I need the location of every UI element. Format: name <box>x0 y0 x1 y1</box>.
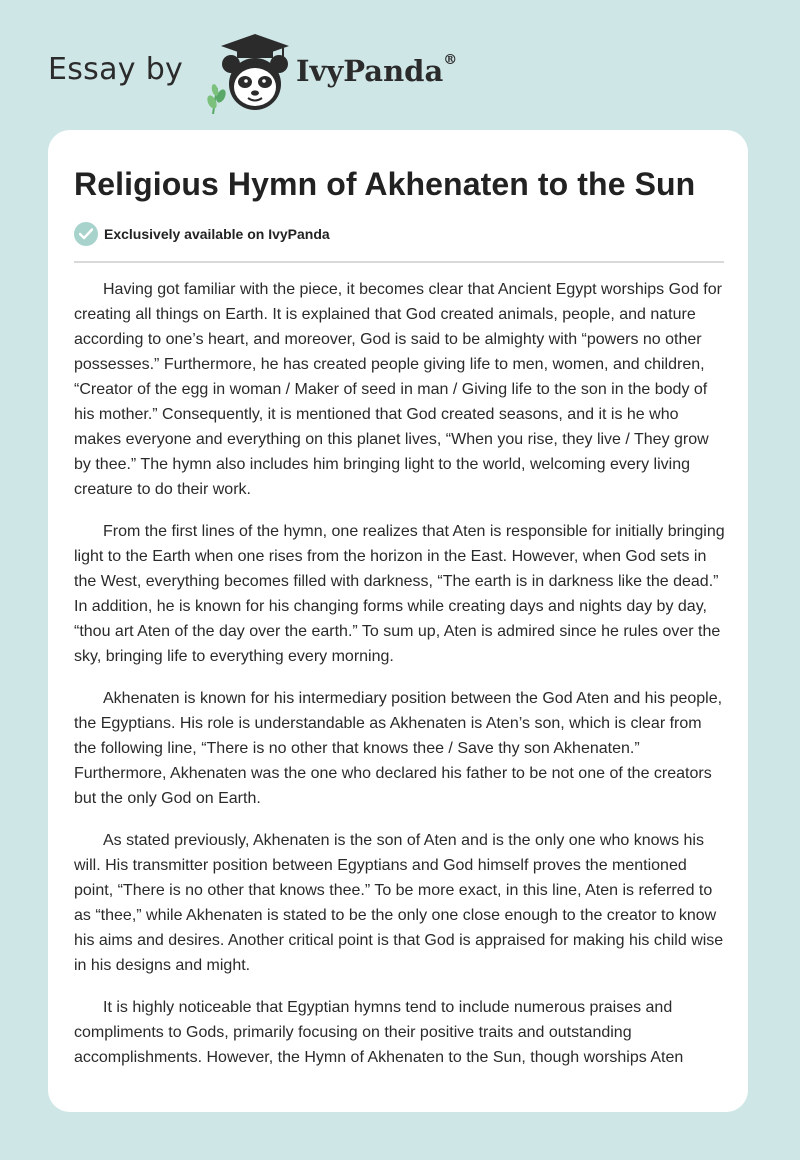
exclusive-label: Exclusively available on IvyPanda <box>104 226 330 242</box>
site-header <box>48 28 748 118</box>
registered-mark: ® <box>443 52 458 68</box>
ivypanda-logo-icon[interactable] <box>203 32 293 114</box>
paragraph: Having got familiar with the piece, it becomes clear that Ancient Egypt worships God for creating all things on Earth. It is explained that God created animals, people, and nature according to one’s heart, and moreover, God is said to be almighty with “powers no other possesses.” Furthermore, he has created people giving life to men, women, and children, “Creator of the egg in woman / Maker of seed in man / Giving life to the son in the body of his mother.” Consequently, it is mentioned that God created seasons, and it is he who makes everyone and everything on this planet lives, “When you rise, they live / They grow by thee.” The hymn also includes him bringing light to the world, welcoming every living creature to do their work. <box>74 281 722 498</box>
exclusive-badge <box>74 222 330 246</box>
brand-name[interactable] <box>296 54 457 88</box>
paragraph: As stated previously, Akhenaten is the son of Aten and is the only one who knows his will. His transmitter position between Egyptians and God himself proves the mentioned point, “There is no other that knows thee.” To be more exact, in this line, Aten is referred to as “thee,” while Akhenaten is stated to be the only one close enough to the creator to know his aims and desires. Another critical point is that God is appraised for making his child wise in his designs and might. <box>74 832 724 974</box>
paragraph: It is highly noticeable that Egyptian hymns tend to include numerous praises and compliments to Gods, primarily focusing on their positive traits and outstanding accomplishments. However, the Hymn of Akhenaten to the Sun, though worships Aten <box>74 999 684 1066</box>
essay-by-label: Essay by <box>48 52 184 87</box>
essay-title: Religious Hymn of Akhenaten to the Sun <box>74 166 696 202</box>
essay-card <box>48 130 748 1112</box>
paragraph: From the first lines of the hymn, one realizes that Aten is responsible for initially bringing light to the Earth when one rises from the horizon in the East. However, when God sets in the West, everything becomes filled with darkness, “The earth is in darkness like the dead.” In addition, he is known for his changing forms while creating days and nights day by day, “thou art Aten of the day over the earth.” To sum up, Aten is admired since he rules over the sky, bringing life to everything every morning. <box>74 523 725 665</box>
essay-body <box>74 277 726 1087</box>
checkmark-icon <box>74 222 98 246</box>
divider <box>74 261 724 263</box>
paragraph: Akhenaten is known for his intermediary position between the God Aten and his people, the Egyptians. His role is understandable as Akhenaten is Aten’s son, which is clear from the following line, “There is no other that knows thee / Save thy son Akhenaten.” Furthermore, Akhenaten was the one who declared his father to be not one of the creators but the only God on Earth. <box>74 690 723 807</box>
brand-name-text: IvyPanda <box>296 54 444 88</box>
